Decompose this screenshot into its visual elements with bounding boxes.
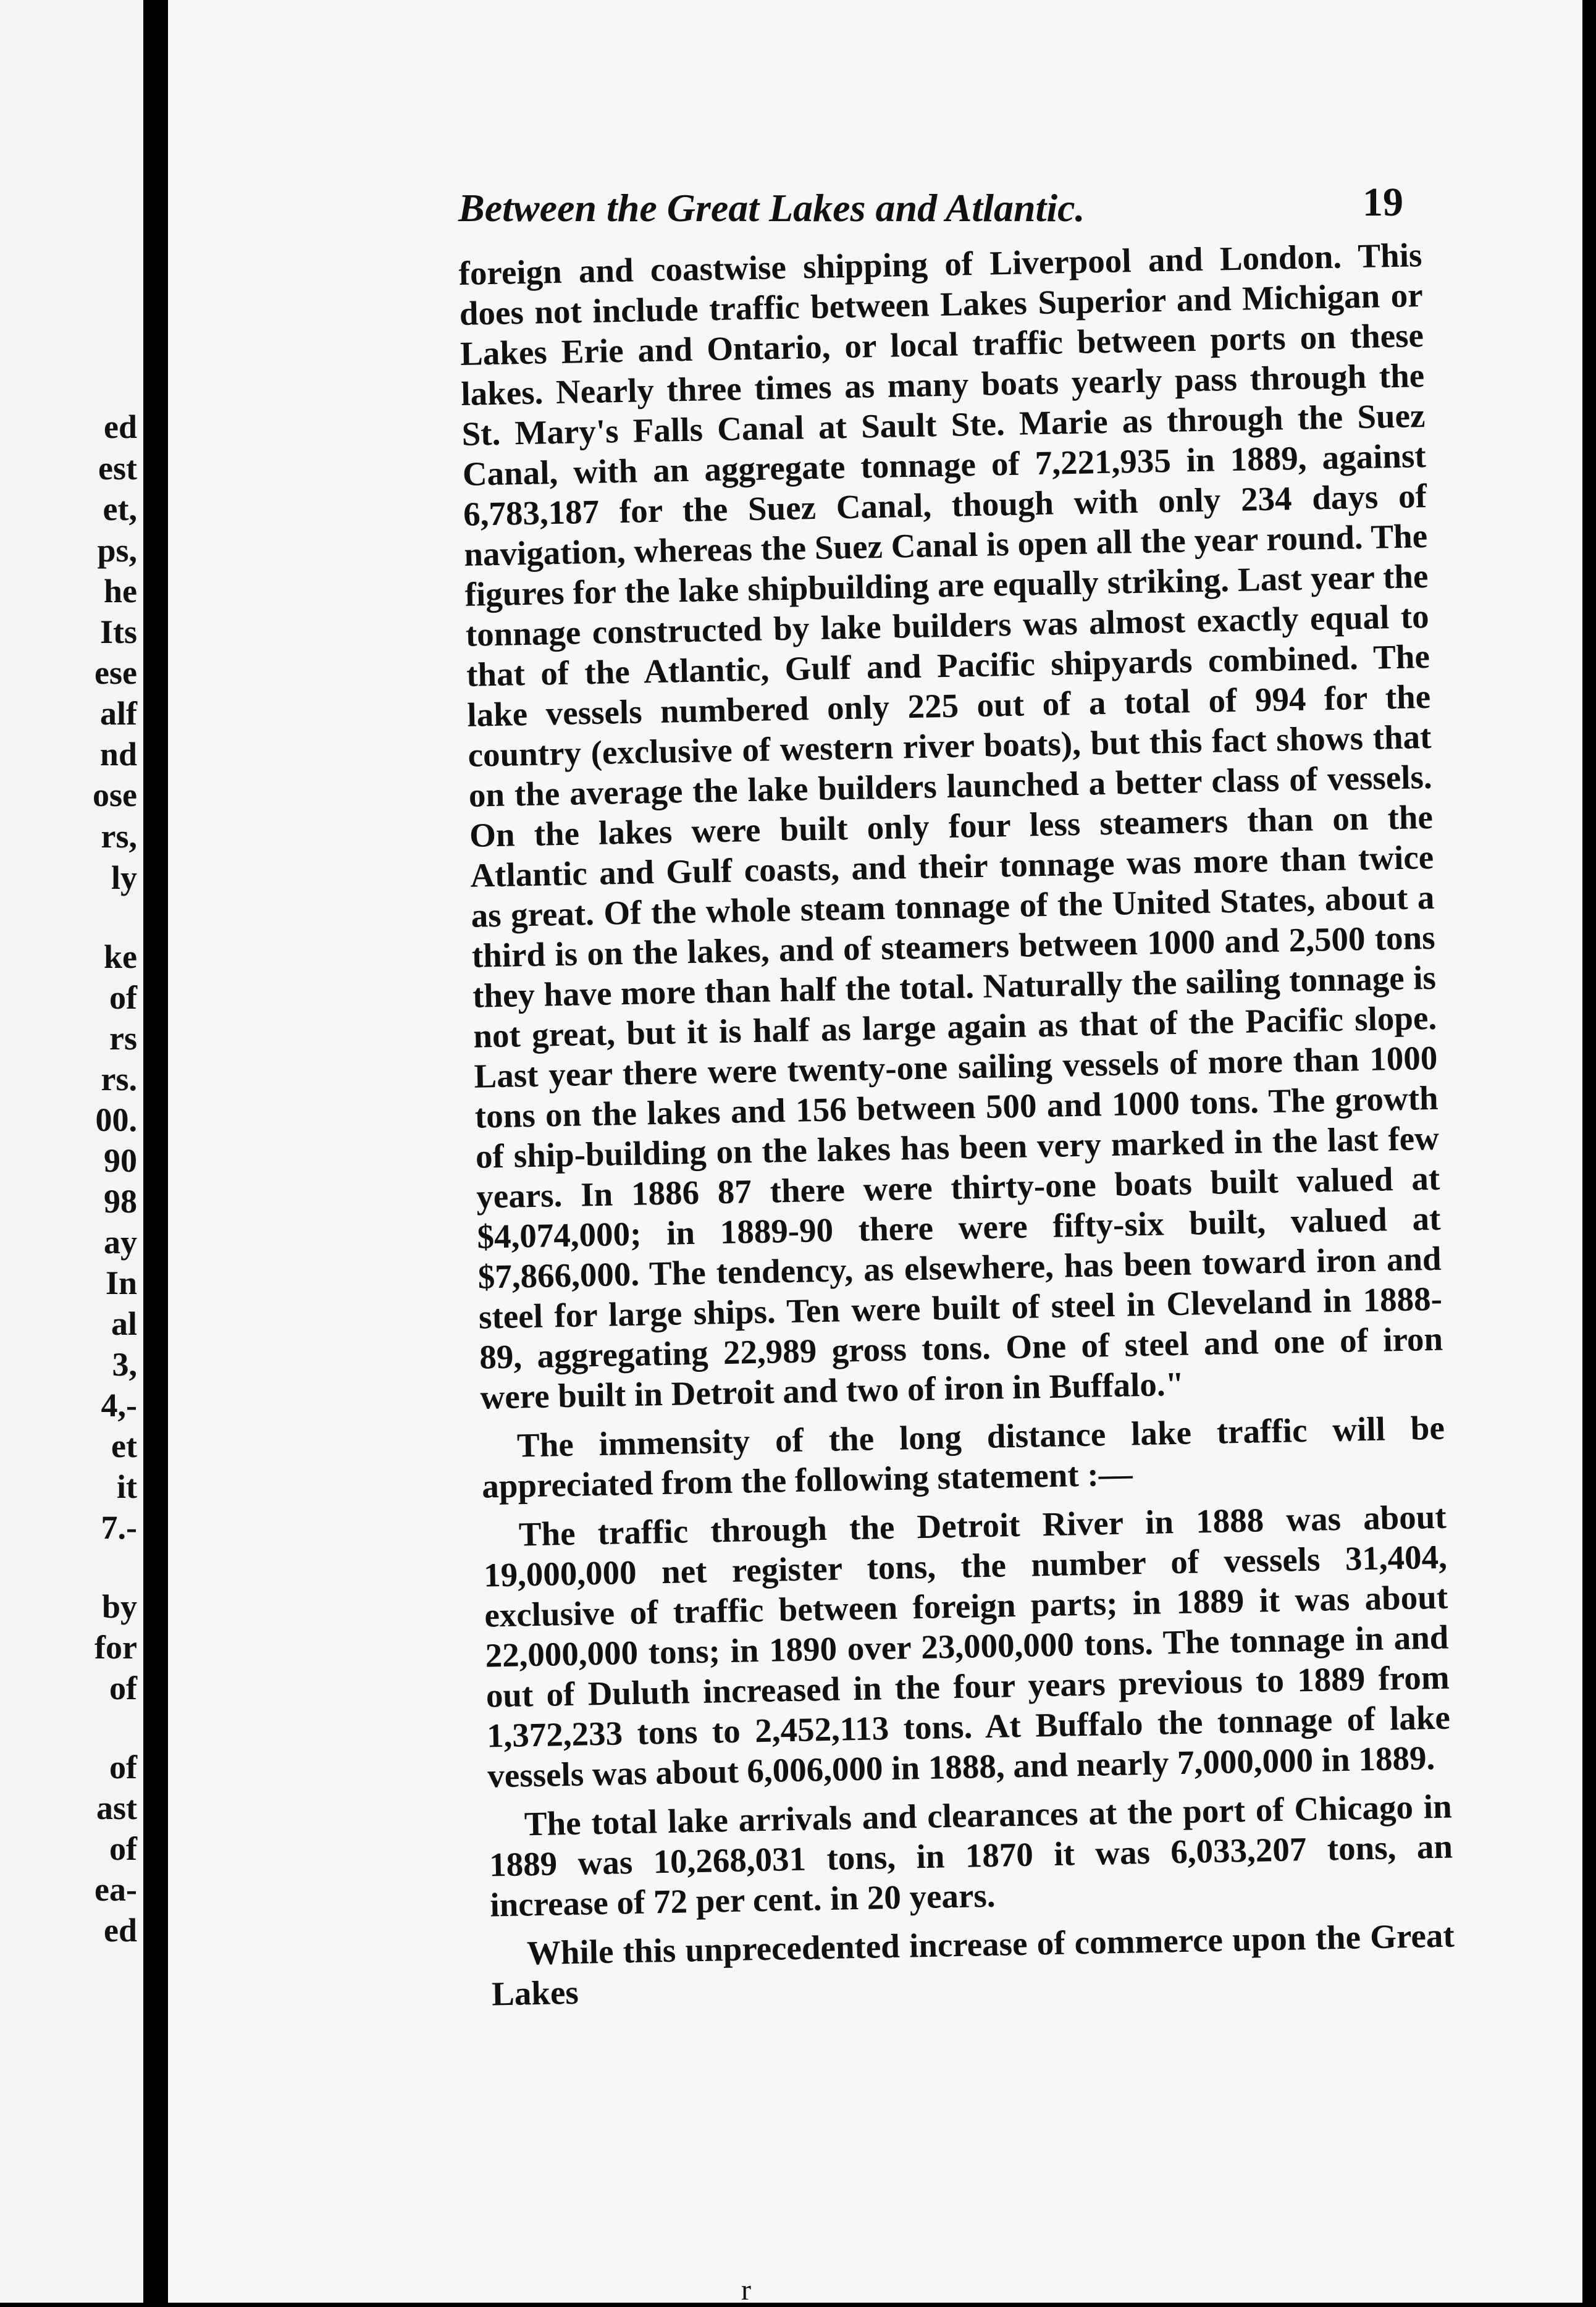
- facing-page-fragment: rs.: [101, 1061, 137, 1098]
- facing-page-fragment: al: [111, 1305, 137, 1342]
- running-title: Between the Great Lakes and Atlantic.: [458, 186, 1085, 230]
- facing-page-fragment: ea-: [94, 1871, 137, 1908]
- facing-page-fragment: for: [94, 1629, 137, 1666]
- paragraph: The total lake arrivals and clearances at the port of Chicago in 1889 was 10,268,031 tons, in 1870 it was 6,033,207 tons, an increase of 72 per cent. in 20 years.: [489, 1787, 1453, 1924]
- facing-page-fragment: rs,: [101, 818, 137, 855]
- facing-page-fragment: of: [109, 979, 137, 1016]
- facing-page-fragment: ese: [94, 654, 137, 691]
- facing-page-fragment: et: [111, 1427, 137, 1464]
- facing-page-fragment: ay: [104, 1224, 137, 1261]
- facing-page-fragment: In: [105, 1264, 137, 1301]
- facing-page-fragment: ose: [93, 776, 137, 813]
- facing-page-fragment: of: [109, 1830, 137, 1867]
- facing-page-fragment: nd: [99, 736, 137, 773]
- facing-page-fragment: rs: [109, 1020, 137, 1057]
- facing-page-fragment: 98: [104, 1183, 137, 1220]
- facing-page-fragment: 3,: [112, 1346, 137, 1383]
- facing-page-fragment: by: [101, 1588, 137, 1625]
- facing-page-fragment: ps,: [97, 532, 137, 569]
- paragraph: The traffic through the Detroit River in 1888 was about 19,000,000 net register tons, the number of vessels 31,404, exclusive of traffic between foreign parts; in 1889 it was about 22,000,000 tons; in 1890 over 23,000,000 tons. The tonnage in and out of Duluth increased in the four years previous to 1889 from 1,372,233 tons to 2,452,113 tons. At Buffalo the tonnage of lake vessels was about 6,006,000 in 1888, and nearly 7,000,000 in 1889.: [483, 1497, 1451, 1795]
- facing-page-fragment: ke: [104, 938, 137, 975]
- facing-page-fragment: 90: [104, 1142, 137, 1179]
- paragraph: While this unprecedented increase of commerce upon the Great Lakes: [491, 1916, 1455, 2013]
- facing-page-fragment: he: [104, 573, 137, 610]
- stray-mark: r: [741, 2274, 751, 2306]
- paragraph: foreign and coastwise shipping of Liverpool and London. This does not include traffic between Lakes Superior and Michigan or Lakes Erie and Ontario, or local traffic between ports on these lakes. Nearly three times as many boats yearly pass through the St. Mary's Falls Canal at Sault Ste. Marie as through the Suez Canal, with an aggregate tonnage of 7,221,935 in 1889, against 6,783,187 for the Suez Canal, though with only 234 days of navigation, whereas the Suez Canal is open all the year round. The figures for the lake shipbuilding are equally striking. Last year the tonnage constructed by lake builders was almost exactly equal to that of the Atlantic, Gulf and Pacific shipyards combined. The lake vessels numbered only 225 out of a total of 994 for the country (exclusive of western river boats), but this fact shows that on the average the lake builders launched a better class of vessels. On the lakes were built only four less steamers than on the Atlantic and Gulf coasts, and their tonnage was more than twice as great. Of the whole steam tonnage of the United States, about a third is on the lakes, and of steamers between 1000 and 2,500 tons they have more than half the total. Naturally the sailing tonnage is not great, but it is half as large again as that of the Pacific slope. Last year there were twenty-one sailing vessels of more than 1000 tons on the lakes and 156 between 500 and 1000 tons. The growth of ship-building on the lakes has been very marked in the last few years. In 1886 87 there were thirty-one boats built valued at $4,074,000; in 1889-90 there were fifty-six built, valued at $7,866,000. The tendency, as elsewhere, has been toward iron and steel for large ships. Ten were built of steel in Cleveland in 1888-89, aggregating 22,989 gross tons. One of steel and one of iron were built in Detroit and two of iron in Buffalo.": [458, 236, 1443, 1416]
- facing-page-fragment: of: [109, 1670, 137, 1707]
- facing-page-fragment: ed: [104, 1912, 137, 1949]
- facing-page-edge: [0, 0, 143, 2303]
- book-page: [168, 0, 1582, 2303]
- facing-page-fragment: ly: [111, 859, 137, 896]
- facing-page-fragment: Its: [99, 613, 137, 650]
- facing-page-fragment: est: [98, 450, 137, 487]
- facing-page-fragment: et,: [103, 490, 137, 527]
- facing-page-fragment: ed: [104, 408, 137, 445]
- facing-page-fragment: alf: [100, 695, 137, 732]
- facing-page-fragment: it: [117, 1468, 137, 1505]
- facing-page-fragment: ast: [96, 1789, 137, 1826]
- facing-page-fragment: of: [109, 1749, 137, 1786]
- paragraph: The immensity of the long distance lake traffic will be appreciated from the following statement :—: [481, 1408, 1445, 1505]
- page-number: 19: [1363, 180, 1403, 225]
- facing-page-fragment: 4,-: [101, 1387, 137, 1424]
- facing-page-fragment: 00.: [95, 1101, 137, 1138]
- body-text: [458, 235, 1456, 2022]
- facing-page-fragment: 7.-: [101, 1509, 137, 1546]
